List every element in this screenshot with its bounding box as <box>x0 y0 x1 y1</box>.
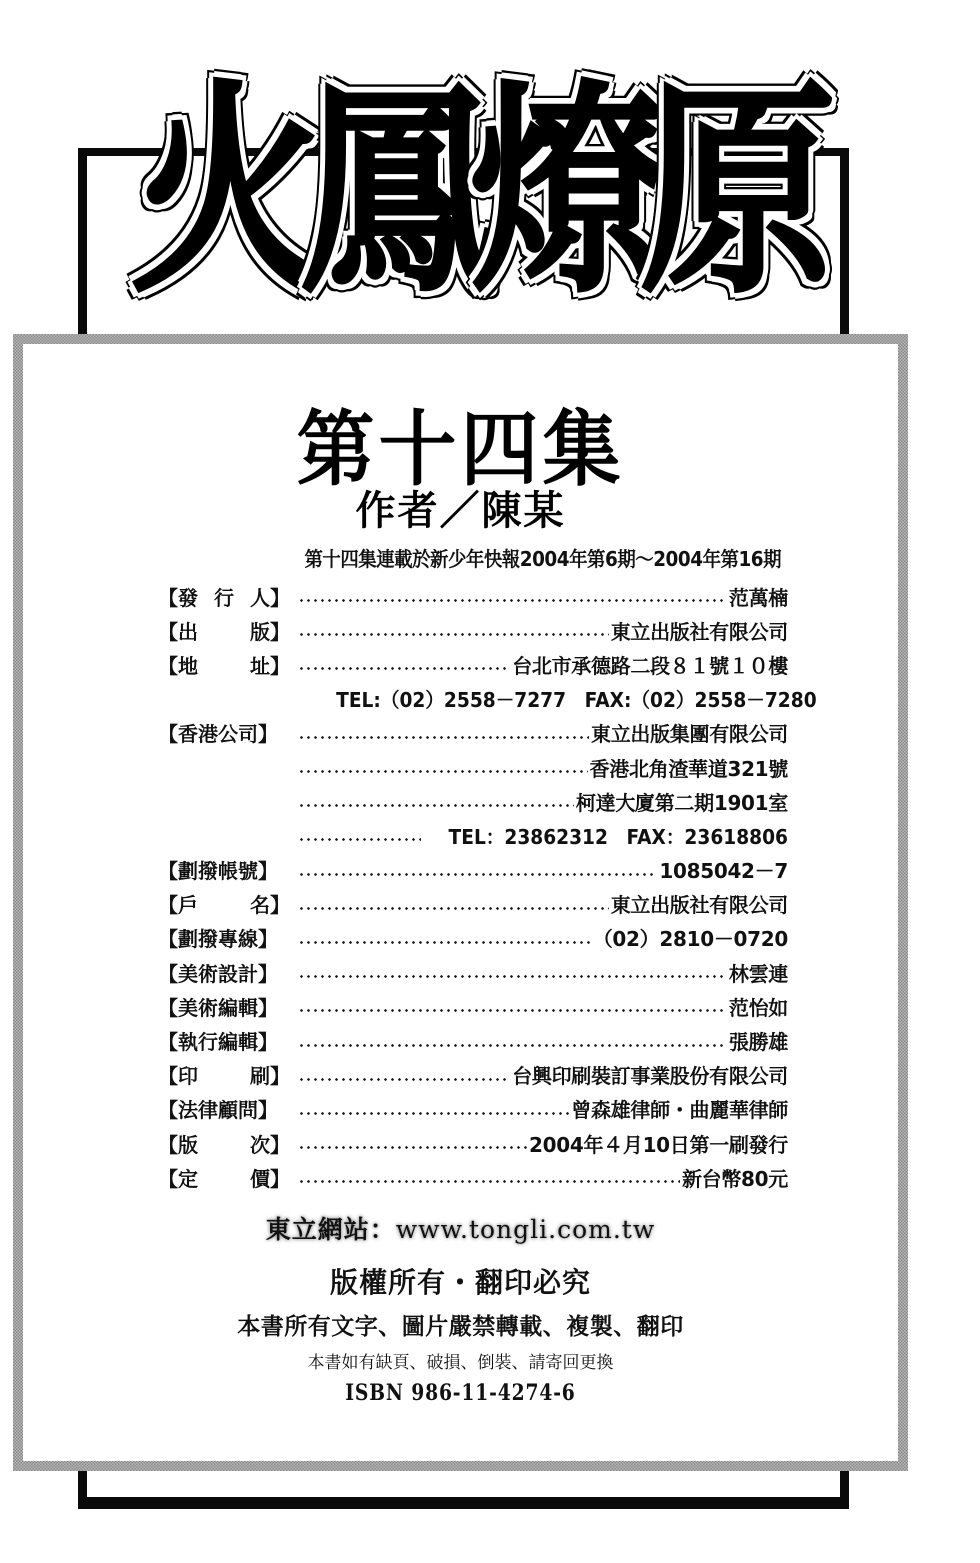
detail-label <box>158 1129 290 1158</box>
detail-value: 新台幣80元 <box>681 1166 788 1191</box>
detail-row <box>158 1092 788 1126</box>
detail-row <box>158 1160 788 1194</box>
label-segment: 行 <box>214 585 234 610</box>
label-segment: 次】 <box>250 1132 290 1157</box>
publication-details <box>158 579 817 1194</box>
detail-row <box>158 1126 788 1160</box>
detail-label <box>158 889 290 918</box>
detail-row <box>158 1023 788 1057</box>
title-char: 原 <box>640 61 837 325</box>
detail-row <box>158 750 788 784</box>
serialization-note: 第十四集連載於新少年快報2004年第6期～2004年第16期 <box>304 547 781 571</box>
dotted-leader <box>298 996 727 1016</box>
detail-value: 2004年４月10日第一刷發行 <box>529 1132 788 1157</box>
detail-value: 東立出版社有限公司 <box>610 619 788 644</box>
detail-label <box>158 1163 290 1192</box>
copyright-notice: 版權所有・翻印必究 <box>329 1266 591 1299</box>
detail-label <box>158 923 290 952</box>
detail-row <box>158 716 788 750</box>
detail-row <box>158 784 788 818</box>
detail-value: 台北市承德路二段８１號１０樓 <box>512 653 788 678</box>
detail-row <box>158 853 788 887</box>
detail-row <box>158 955 788 989</box>
website-url: www.tongli.com.tw <box>395 1215 656 1244</box>
title-char: 火 <box>130 61 327 325</box>
detail-row <box>158 1058 788 1092</box>
detail-row <box>158 647 788 681</box>
detail-row <box>158 682 817 716</box>
colophon-panel <box>13 334 908 1471</box>
detail-value: 范怡如 <box>728 995 788 1020</box>
label-segment: 【執行編輯】 <box>158 1030 278 1055</box>
label-segment: 價】 <box>250 1166 290 1191</box>
detail-value: 曾森雄律師・曲麗華律師 <box>571 1098 788 1123</box>
label-segment: 【定 <box>158 1166 198 1191</box>
dotted-leader <box>298 1099 569 1119</box>
dotted-leader <box>298 791 574 811</box>
dotted-leader <box>298 894 609 914</box>
dotted-leader <box>298 928 591 948</box>
detail-row <box>158 989 788 1023</box>
dotted-leader <box>298 1167 680 1187</box>
label-segment: 版】 <box>250 619 290 644</box>
dotted-leader <box>298 962 727 982</box>
detail-label <box>158 1094 290 1123</box>
detail-label <box>158 582 290 611</box>
label-segment: 人】 <box>250 585 290 610</box>
detail-value: TEL：23862312 FAX：23618806 <box>448 824 788 849</box>
label-segment: 【印 <box>158 1064 198 1089</box>
detail-label <box>158 855 290 884</box>
label-segment: 【法律顧問】 <box>158 1098 278 1123</box>
detail-value: 台興印刷裝訂事業股份有限公司 <box>512 1064 788 1089</box>
dotted-leader <box>298 860 657 880</box>
series-title <box>110 58 837 328</box>
detail-label <box>158 616 290 645</box>
dotted-leader <box>298 825 421 845</box>
detail-value: 1085042－7 <box>659 859 788 884</box>
label-segment: 【香港公司】 <box>158 722 278 747</box>
dotted-leader <box>298 723 589 743</box>
detail-value: 香港北角渣華道321號 <box>589 756 788 781</box>
author-line: 作者／陳某 <box>355 487 566 534</box>
detail-row <box>158 818 788 852</box>
detail-value: 張勝雄 <box>728 1030 788 1055</box>
dotted-leader <box>298 1065 510 1085</box>
dotted-leader <box>298 1133 527 1153</box>
dotted-leader <box>298 1031 727 1051</box>
label-segment: 【劃撥帳號】 <box>158 859 278 884</box>
label-segment: 【美術編輯】 <box>158 995 278 1020</box>
detail-label <box>158 718 290 747</box>
detail-value: 柯達大廈第二期1901室 <box>575 790 788 815</box>
label-segment: 址】 <box>250 653 290 678</box>
dotted-leader <box>298 620 609 640</box>
detail-value: TEL:（02）2558－7277 FAX:（02）2558－7280 <box>336 688 817 713</box>
detail-label <box>158 1026 290 1055</box>
label-segment: 【出 <box>158 619 198 644</box>
detail-row <box>158 921 788 955</box>
detail-value: 林雲連 <box>728 961 788 986</box>
detail-label <box>158 992 290 1021</box>
title-char: 燎 <box>470 61 667 325</box>
colophon-content <box>23 344 898 1461</box>
website-label: 東立網站： <box>265 1215 396 1244</box>
label-segment: 刷】 <box>250 1064 290 1089</box>
reproduction-notice: 本書所有文字、圖片嚴禁轉載、複製、翻印 <box>237 1313 684 1340</box>
detail-value: （02）2810－0720 <box>592 927 788 952</box>
volume-title: 第十四集 <box>296 402 625 498</box>
replacement-notice: 本書如有缺頁、破損、倒裝、請寄回更換 <box>307 1353 614 1373</box>
label-segment: 【版 <box>158 1132 198 1157</box>
detail-row <box>158 613 788 647</box>
detail-row <box>158 579 788 613</box>
dotted-leader <box>298 757 588 777</box>
label-segment: 名】 <box>250 893 290 918</box>
website-line <box>23 1210 898 1246</box>
detail-value: 東立出版集團有限公司 <box>591 722 788 747</box>
detail-label <box>158 1060 290 1089</box>
label-segment: 【劃撥專線】 <box>158 927 278 952</box>
isbn: ISBN 986-11-4274-6 <box>345 1380 576 1406</box>
label-segment: 【地 <box>158 653 198 678</box>
detail-label <box>158 958 290 987</box>
title-char: 鳳 <box>300 61 497 325</box>
label-segment: 【發 <box>158 585 198 610</box>
dotted-leader <box>298 586 727 606</box>
dotted-leader <box>298 654 510 674</box>
detail-label <box>158 650 290 679</box>
label-segment: 【戶 <box>158 893 198 918</box>
detail-value: 范萬楠 <box>728 585 788 610</box>
label-segment: 【美術設計】 <box>158 961 278 986</box>
detail-row <box>158 887 788 921</box>
detail-value: 東立出版社有限公司 <box>610 893 788 918</box>
